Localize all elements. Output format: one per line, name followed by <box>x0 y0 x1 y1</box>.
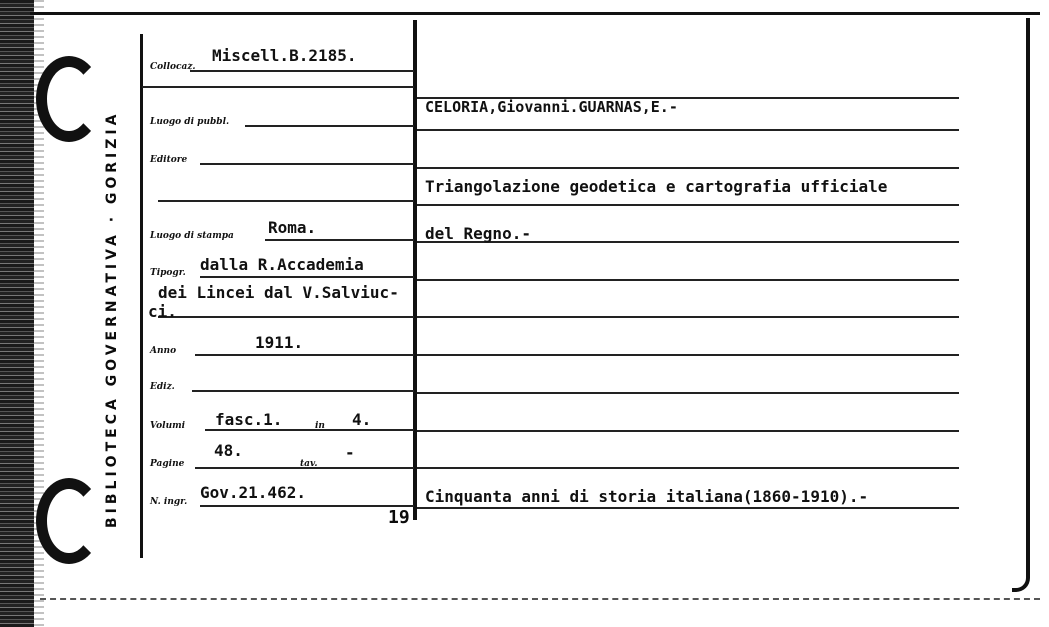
label-anno: Anno <box>150 346 177 356</box>
rule-collocazione <box>190 70 414 72</box>
label-pagine: Pagine <box>150 459 185 469</box>
label-ingresso: N. ingr. <box>150 497 188 507</box>
rule-right-4 <box>417 204 959 206</box>
rule-right-9 <box>417 392 959 394</box>
rule-editore <box>200 163 414 165</box>
label-tipografia: Tipogr. <box>150 268 186 278</box>
left-rule <box>140 34 143 558</box>
rule-tipografia-2 <box>158 316 414 318</box>
rule-volumi <box>205 429 414 431</box>
author-line: CELORIA,Giovanni.GUARNAS,E.- <box>425 98 678 116</box>
value-tavole: - <box>345 443 355 462</box>
label-volumi: Volumi <box>150 421 186 431</box>
scan-edge-strip <box>0 0 34 627</box>
rule-right-2 <box>417 129 959 131</box>
punch-hole-bottom <box>36 478 102 564</box>
rule-edizione <box>192 390 414 392</box>
rule-section <box>142 86 414 88</box>
label-editore: Editore <box>150 155 188 165</box>
punch-hole-top <box>36 56 102 142</box>
label-luogo-stampa: Luogo di stampa <box>150 231 234 241</box>
institution-stamp: BIBLIOTECA GOVERNATIVA · GORIZIA <box>104 110 120 528</box>
rule-tipografia <box>200 276 414 278</box>
value-ingresso: Gov.21.462. <box>200 483 306 502</box>
rule-right-10 <box>417 430 959 432</box>
label-formato: in <box>315 421 325 431</box>
card-right-edge <box>1012 18 1030 592</box>
label-edizione: Ediz. <box>150 382 175 392</box>
title-line-1: Triangolazione geodetica e cartografia ufficiale <box>425 177 888 196</box>
value-pagine: 48. <box>214 441 243 460</box>
rule-blank <box>158 200 414 202</box>
rule-right-3 <box>417 167 959 169</box>
rule-anno <box>195 354 414 356</box>
rule-luogo-pubbl <box>245 125 414 127</box>
rule-right-11 <box>417 467 959 469</box>
center-rule <box>413 20 417 520</box>
rule-luogo-stampa <box>265 239 414 241</box>
series-line: Cinquanta anni di storia italiana(1860-1910).- <box>425 487 869 506</box>
value-tipografia-1: dalla R.Accademia <box>200 255 364 274</box>
value-collocazione: Miscell.B.2185. <box>212 46 357 65</box>
value-volumi: fasc.1. <box>215 410 283 429</box>
card-bottom-edge <box>40 598 1040 600</box>
value-tipografia-2: dei Lincei dal V.Salviuc- <box>158 283 399 302</box>
card-top-edge <box>30 12 1040 15</box>
rule-right-7 <box>417 316 959 318</box>
value-anno: 1911. <box>255 333 304 352</box>
rule-right-6 <box>417 279 959 281</box>
page-number: 19 <box>388 507 410 528</box>
title-line-2: del Regno.- <box>425 224 531 243</box>
value-luogo-stampa: Roma. <box>268 218 317 237</box>
rule-right-12 <box>417 507 959 509</box>
label-luogo-pubbl: Luogo di pubbl. <box>150 117 230 127</box>
value-tipografia-3: ci. <box>148 302 177 321</box>
label-tavole: tav. <box>300 459 318 469</box>
label-collocazione: Collocaz. <box>150 62 196 72</box>
value-formato: 4. <box>352 410 372 429</box>
rule-ingresso <box>200 505 414 507</box>
rule-right-8 <box>417 354 959 356</box>
